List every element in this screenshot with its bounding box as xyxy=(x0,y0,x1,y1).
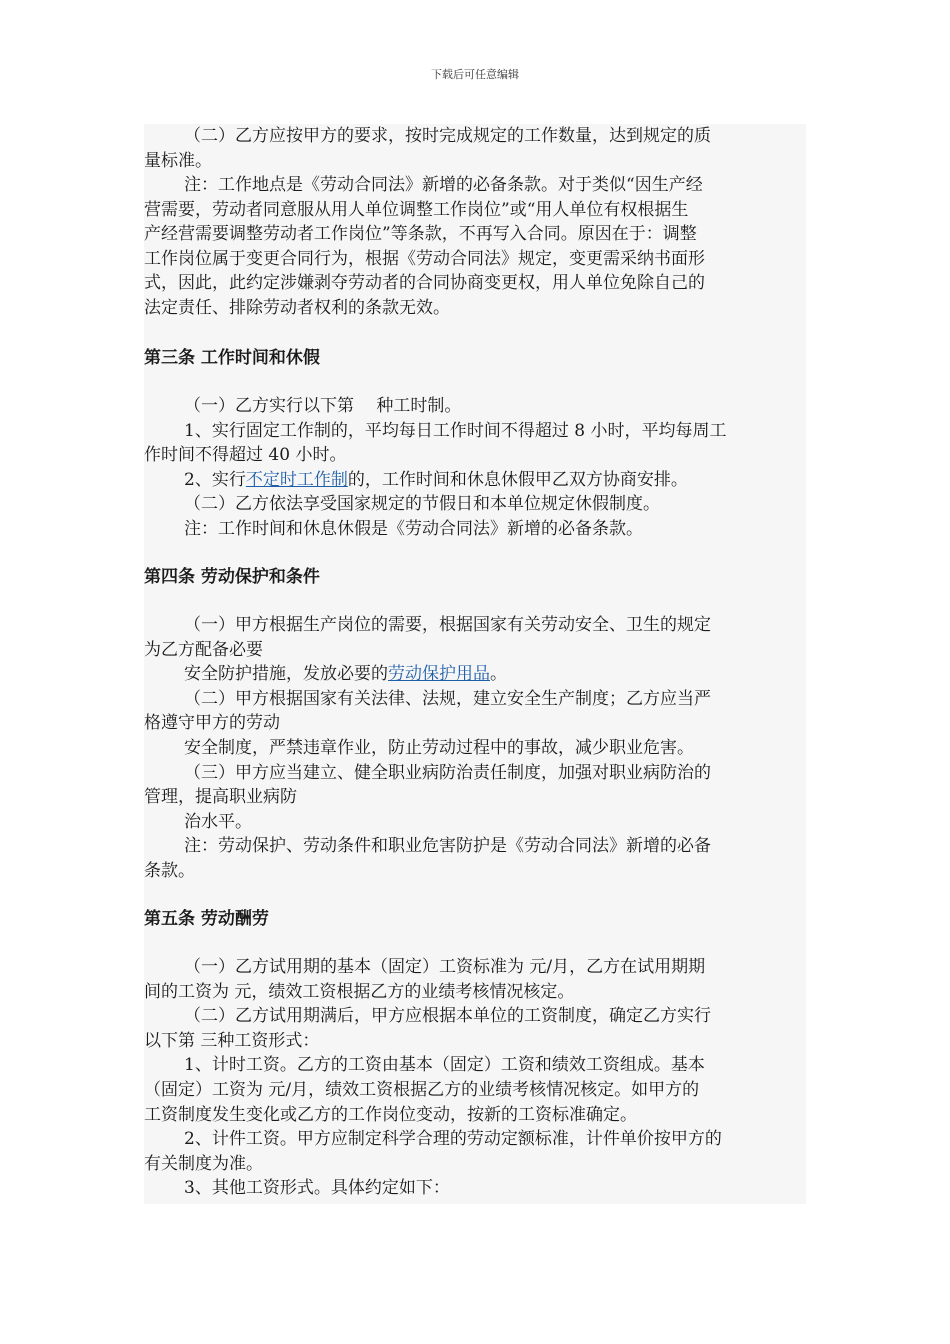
text-line: 1、计时工资。乙方的工资由基本（固定）工资和绩效工资组成。基本 xyxy=(184,1055,705,1076)
flexible-hours-link[interactable]: 不定时工作制 xyxy=(245,469,348,490)
text-line: （一）乙方实行以下第 种工时制。 xyxy=(184,396,462,416)
text-line: 条款。 xyxy=(144,860,195,881)
article-4-heading: 第四条 劳动保护和条件 xyxy=(144,567,320,587)
text-line: 治水平。 xyxy=(184,811,252,832)
text-line: 法定责任、排除劳动者权利的条款无效。 xyxy=(144,297,450,318)
text-fragment: 2、实行 xyxy=(184,469,246,490)
text-line: 以下第 三种工资形式： xyxy=(144,1030,320,1051)
article-5-heading: 第五条 劳动酬劳 xyxy=(144,909,269,929)
text-line: 注：工作地点是《劳动合同法》新增的必备条款。对于类似“因生产经 xyxy=(184,175,703,195)
text-line: 工作岗位属于变更合同行为，根据《劳动合同法》规定，变更需采纳书面形 xyxy=(144,248,705,269)
text-line: 3、其他工资形式。具体约定如下： xyxy=(184,1178,450,1199)
page-header-note: 下载后可任意编辑 xyxy=(431,68,519,81)
article-4-body xyxy=(144,613,806,884)
text-line-with-link xyxy=(144,662,806,687)
text-line: 间的工资为 元，绩效工资根据乙方的业绩考核情况核定。 xyxy=(144,981,575,1002)
text-line: 有关制度为准。 xyxy=(144,1153,263,1174)
text-fragment: 的，工作时间和休息休假甲乙双方协商安排。 xyxy=(347,469,688,490)
text-line: 格遵守甲方的劳动 xyxy=(144,713,280,734)
text-fragment: 安全防护措施，发放必要的 xyxy=(184,664,388,685)
text-line: 管理，提高职业病防 xyxy=(144,787,297,808)
article-3-body xyxy=(144,394,806,542)
text-line: 注：工作时间和休息休假是《劳动合同法》新增的必备条款。 xyxy=(184,518,643,539)
text-line: 式，因此，此约定涉嫌剥夺劳动者的合同协商变更权，用人单位免除自己的 xyxy=(144,273,705,294)
text-line: （固定）工资为 元/月，绩效工资根据乙方的业绩考核情况核定。如甲方的 xyxy=(144,1079,700,1100)
text-line: 作时间不得超过 40 小时。 xyxy=(144,445,347,466)
text-line: （一）乙方试用期的基本（固定）工资标准为 元/月，乙方在试用期期 xyxy=(184,957,706,977)
text-line: （二）甲方根据国家有关法律、法规，建立安全生产制度；乙方应当严 xyxy=(184,688,711,709)
text-line: （三）甲方应当建立、健全职业病防治责任制度，加强对职业病防治的 xyxy=(184,762,711,783)
text-line: 为乙方配备必要 xyxy=(144,639,263,660)
text-line: 工资制度发生变化或乙方的工作岗位变动，按新的工资标准确定。 xyxy=(144,1104,637,1125)
text-line: 营需要，劳动者同意服从用人单位调整工作岗位”或“用人单位有权根据生 xyxy=(144,199,689,220)
text-line: （二）乙方依法享受国家规定的节假日和本单位规定休假制度。 xyxy=(184,494,660,515)
text-line-with-link xyxy=(144,468,806,493)
text-line: （二）乙方试用期满后，甲方应根据本单位的工资制度，确定乙方实行 xyxy=(184,1006,711,1027)
protective-equipment-link[interactable]: 劳动保护用品 xyxy=(388,664,490,685)
text-line: 量标准。 xyxy=(144,150,212,171)
text-fragment: 。 xyxy=(490,664,507,685)
text-line: 注：劳动保护、劳动条件和职业危害防护是《劳动合同法》新增的必备 xyxy=(184,836,711,857)
text-line: 1、实行固定工作制的，平均每日工作时间不得超过 8 小时，平均每周工 xyxy=(184,420,727,441)
text-line: （二）乙方应按甲方的要求，按时完成规定的工作数量，达到规定的质 xyxy=(184,126,711,146)
text-line: （一）甲方根据生产岗位的需要，根据国家有关劳动安全、卫生的规定 xyxy=(184,615,711,635)
document-body xyxy=(144,124,806,1204)
paragraph-work-quota xyxy=(144,124,806,173)
text-line: 2、计件工资。甲方应制定科学合理的劳动定额标准，计件单价按甲方的 xyxy=(184,1129,722,1150)
article-5-body xyxy=(144,955,806,1201)
article-3-heading: 第三条 工作时间和休假 xyxy=(144,348,320,368)
paragraph-work-location-note xyxy=(144,173,806,321)
text-line: 产经营需要调整劳动者工作岗位”等条款，不再写入合同。原因在于：调整 xyxy=(144,224,697,245)
text-line: 安全制度，严禁违章作业，防止劳动过程中的事故，减少职业危害。 xyxy=(184,737,694,758)
